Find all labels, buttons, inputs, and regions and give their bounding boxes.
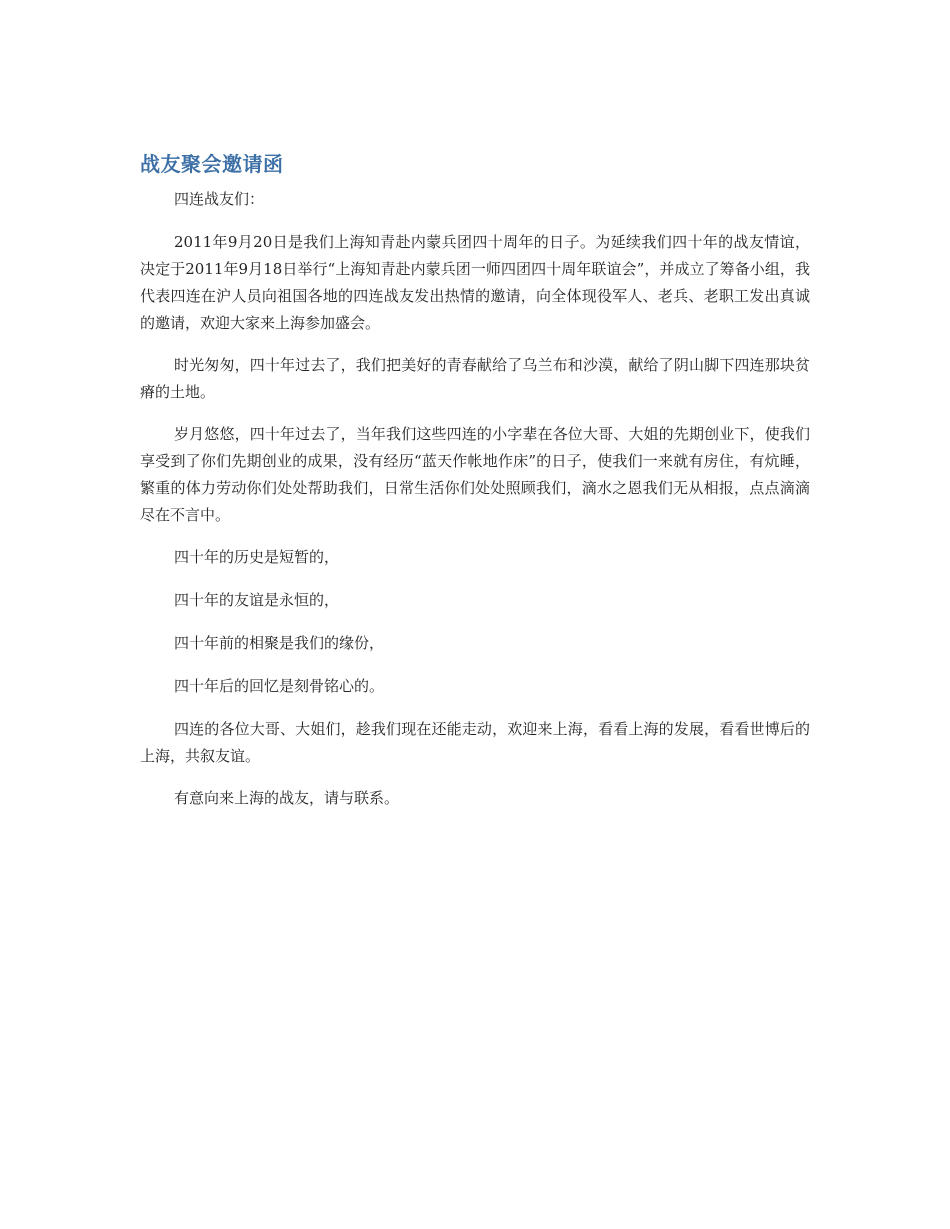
paragraph: 四十年的历史是短暂的， <box>174 548 340 566</box>
paragraph: 有意向来上海的战友，请与联系。 <box>174 789 400 807</box>
paragraph: 四连的各位大哥、大姐们，趁我们现在还能走动，欢迎来上海，看看上海的发展，看看世博后的上海，共叙友谊。 <box>140 720 810 765</box>
paragraph: 四十年的友谊是永恒的， <box>174 591 340 609</box>
paragraph: 四十年后的回忆是刻骨铭心的。 <box>174 677 385 695</box>
salutation: 四连战友们： <box>174 190 265 208</box>
paragraph: 时光匆匆，四十年过去了，我们把美好的青春献给了乌兰布和沙漠，献给了阴山脚下四连那块贫瘠的土地。 <box>140 356 810 401</box>
paragraph: 岁月悠悠，四十年过去了，当年我们这些四连的小字辈在各位大哥、大姐的先期创业下，使我们享受到了你们先期创业的成果，没有经历“蓝天作帐地作床”的日子，使我们一来就有房住，有炕睡，繁重的体力劳动你们处处帮助我们，日常生活你们处处照顾我们，滴水之恩我们无从相报，点点滴滴尽在不言中。 <box>140 425 810 524</box>
paragraph: 四十年前的相聚是我们的缘份， <box>174 634 385 652</box>
paragraph: 2011年9月20日是我们上海知青赴内蒙兵团四十周年的日子。为延续我们四十年的战友情谊，决定于2011年9月18日举行“上海知青赴内蒙兵团一师四团四十周年联谊会”，并成立了筹备小组，我代表四连在沪人员向祖国各地的四连战友发出热情的邀请，向全体现役军人、老兵、老职工发出真诚的邀请，欢迎大家来上海参加盛会。 <box>140 233 810 332</box>
page-title: 战友聚会邀请函 <box>140 152 284 176</box>
document-body <box>140 150 810 827</box>
